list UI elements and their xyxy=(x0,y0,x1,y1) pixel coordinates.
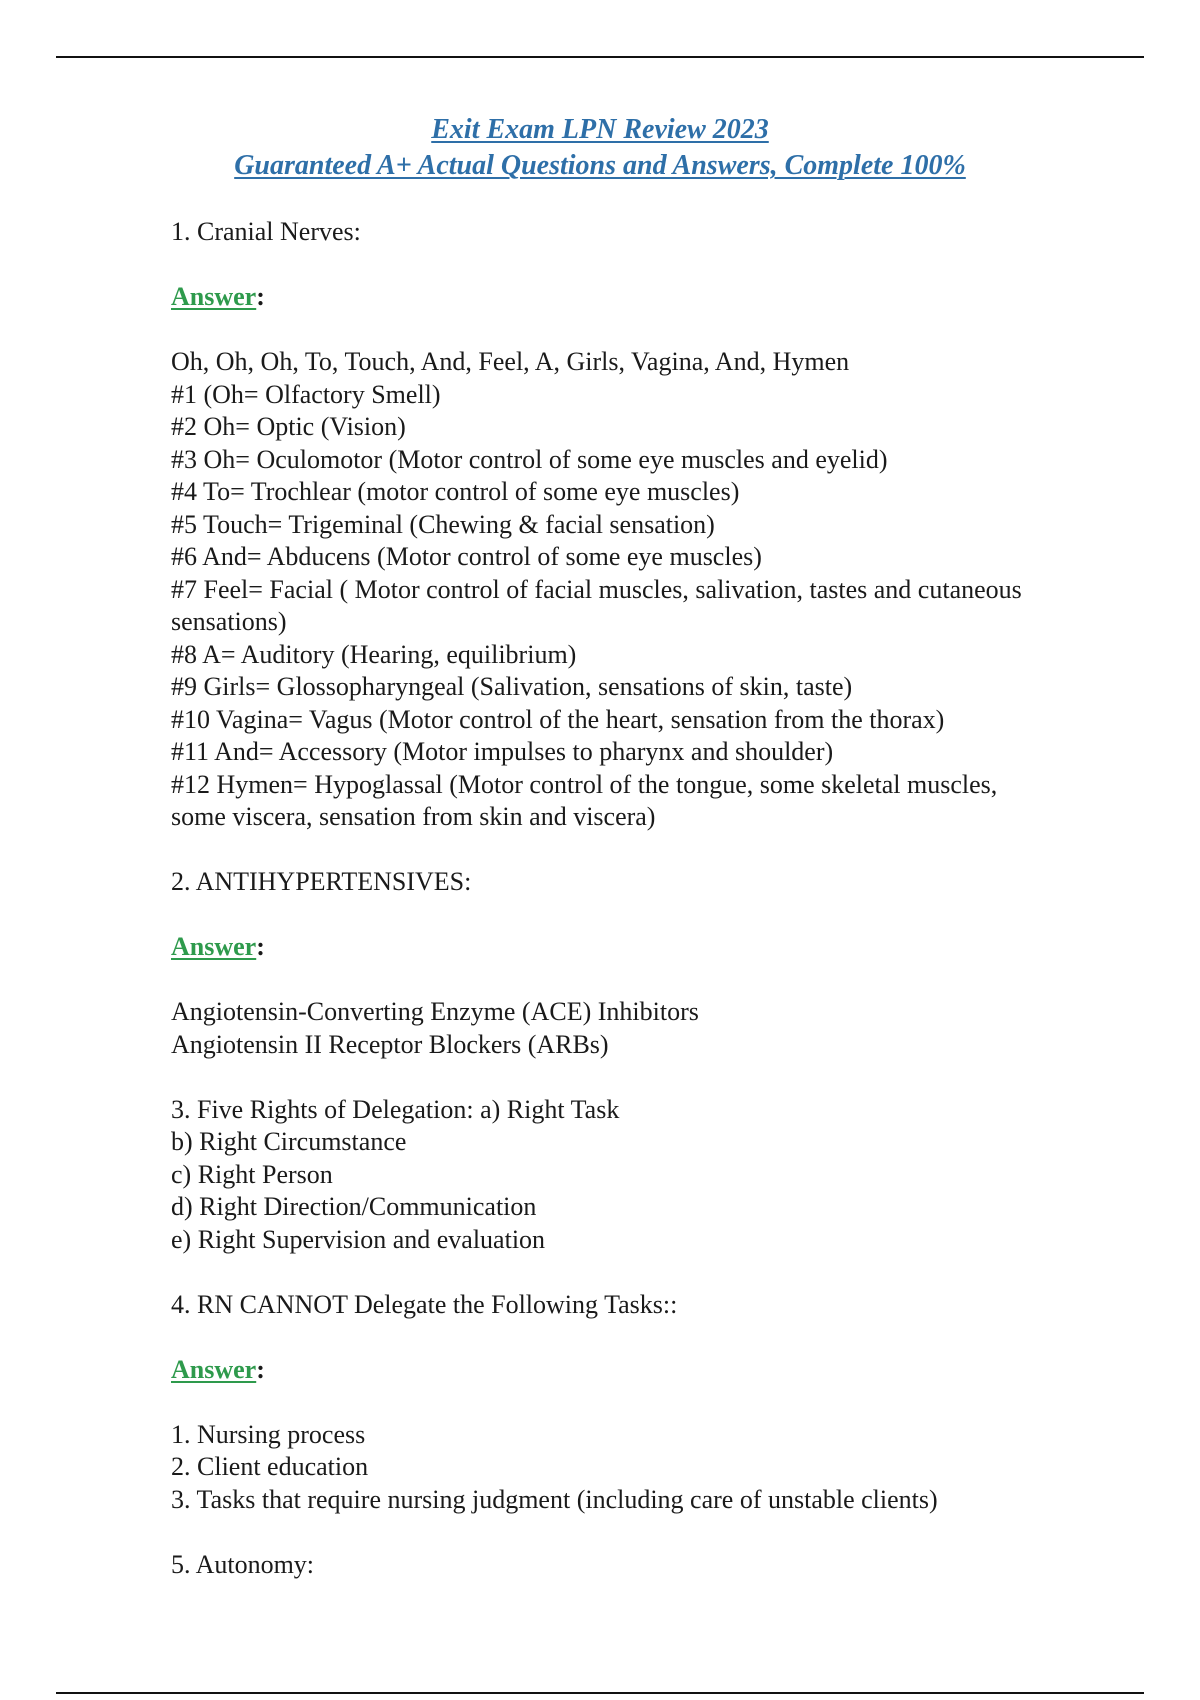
answer-line: #8 A= Auditory (Hearing, equilibrium) xyxy=(171,639,577,669)
answer-line: #9 Girls= Glossopharyngeal (Salivation, sensations of skin, taste) xyxy=(171,672,853,701)
answer-2-lines xyxy=(171,996,1111,1061)
answer-label-1 xyxy=(171,281,1111,314)
answer-line: sensations) xyxy=(171,607,287,636)
answer-line: e) Right Supervision and evaluation xyxy=(171,1224,546,1254)
answer-colon: : xyxy=(256,932,265,961)
answer-line: b) Right Circumstance xyxy=(171,1127,407,1156)
answer-line: #5 Touch= Trigeminal (Chewing & facial sensation) xyxy=(171,509,715,539)
question-2: 2. ANTIHYPERTENSIVES: xyxy=(171,867,472,896)
answer-line: #12 Hymen= Hypoglassal (Motor control of the tongue, some skeletal muscles, xyxy=(171,769,998,799)
answer-line: Angiotensin II Receptor Blockers (ARBs) xyxy=(171,1029,609,1059)
answer-line: 1. Nursing process xyxy=(171,1419,366,1449)
question-5: 5. Autonomy: xyxy=(171,1549,315,1579)
answer-line: 2. Client education xyxy=(171,1452,369,1481)
answer-colon: : xyxy=(256,282,265,311)
document-header xyxy=(0,112,1200,184)
answer-word: Answer xyxy=(171,1354,257,1384)
answer-colon: : xyxy=(256,1354,265,1384)
top-rule xyxy=(56,56,1144,58)
answer-line: #1 (Oh= Olfactory Smell) xyxy=(171,379,441,409)
question-3: 3. Five Rights of Delegation: a) Right Task xyxy=(171,1094,620,1124)
answer-line: 3. Tasks that require nursing judgment (including care of unstable clients) xyxy=(171,1484,938,1514)
question-1: 1. Cranial Nerves: xyxy=(171,217,361,246)
answer-4-lines xyxy=(171,1419,1111,1517)
answer-line: #4 To= Trochlear (motor control of some eye muscles) xyxy=(171,477,740,506)
answer-label-4 xyxy=(171,1354,1111,1387)
question-4: 4. RN CANNOT Delegate the Following Tasks:: xyxy=(171,1289,678,1319)
answer-line: c) Right Person xyxy=(171,1159,333,1189)
document-title: Exit Exam LPN Review 2023 xyxy=(431,114,769,145)
answer-line: #3 Oh= Oculomotor (Motor control of some eye muscles and eyelid) xyxy=(171,444,888,474)
answer-3-lines xyxy=(171,1126,1111,1256)
answer-1-lines xyxy=(171,346,1111,834)
answer-word: Answer xyxy=(171,282,257,311)
answer-line: #11 And= Accessory (Motor impulses to pharynx and shoulder) xyxy=(171,737,834,766)
answer-line: #7 Feel= Facial ( Motor control of facial muscles, salivation, tastes and cutaneous xyxy=(171,574,1022,604)
answer-line: d) Right Direction/Communication xyxy=(171,1192,537,1221)
bottom-rule xyxy=(56,1692,1144,1694)
answer-line: Oh, Oh, Oh, To, Touch, And, Feel, A, Girls, Vagina, And, Hymen xyxy=(171,347,850,376)
answer-line: #6 And= Abducens (Motor control of some eye muscles) xyxy=(171,542,762,571)
answer-label-2 xyxy=(171,931,1111,964)
answer-line: Angiotensin-Converting Enzyme (ACE) Inhibitors xyxy=(171,997,699,1026)
document-body xyxy=(171,216,1111,1581)
answer-line: some viscera, sensation from skin and viscera) xyxy=(171,802,656,831)
document-subtitle: Guaranteed A+ Actual Questions and Answers, Complete 100% xyxy=(234,150,966,181)
answer-word: Answer xyxy=(171,932,257,961)
answer-line: #2 Oh= Optic (Vision) xyxy=(171,412,406,441)
answer-line: #10 Vagina= Vagus (Motor control of the heart, sensation from the thorax) xyxy=(171,704,945,734)
